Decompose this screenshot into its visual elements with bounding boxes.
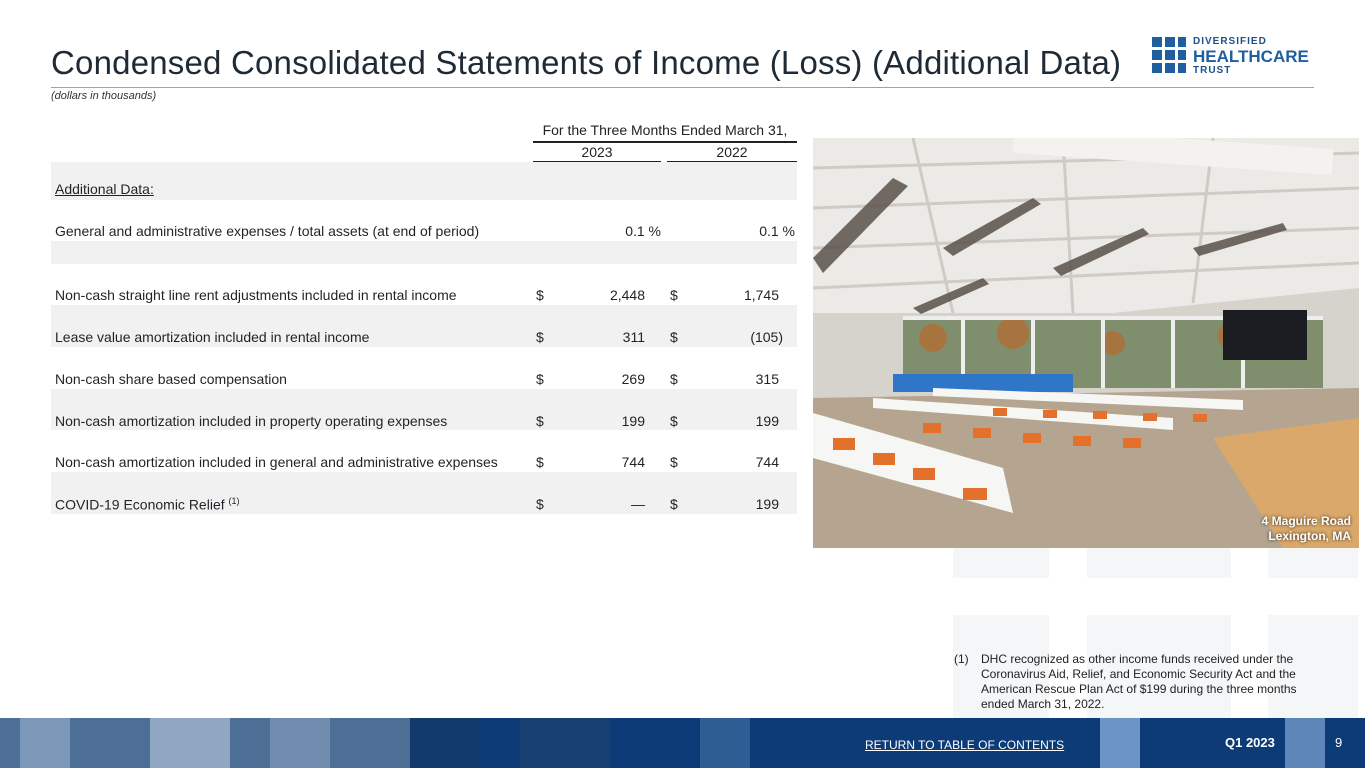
background-panel xyxy=(1087,548,1231,578)
currency-symbol: $ xyxy=(670,371,678,387)
table-row xyxy=(51,264,797,305)
currency-symbol: $ xyxy=(536,413,544,429)
logo-line-2: HEALTHCARE xyxy=(1193,47,1309,66)
page-subtitle: (dollars in thousands) xyxy=(51,90,157,102)
value-2022: 315 xyxy=(755,371,779,387)
photo-caption-line-2: Lexington, MA xyxy=(1268,529,1351,543)
value-2023: 2,448 xyxy=(609,287,645,303)
row-label: Non-cash share based compensation xyxy=(55,371,287,387)
value-2023: 0.1 % xyxy=(625,223,661,239)
table-row xyxy=(51,389,797,430)
classroom-illustration xyxy=(813,138,1359,548)
footer-image-segment xyxy=(270,718,330,768)
value-2023: 199 xyxy=(621,413,645,429)
value-2023: — xyxy=(631,496,645,512)
photo-caption xyxy=(1262,514,1351,544)
currency-symbol: $ xyxy=(536,371,544,387)
footer-image-segment xyxy=(410,718,480,768)
photo-caption-line-1: 4 Maguire Road xyxy=(1261,514,1351,528)
footer-image-segment xyxy=(1285,718,1325,768)
value-2022: (105) xyxy=(750,329,783,345)
value-2022: 744 xyxy=(755,454,779,470)
row-label-text: COVID-19 Economic Relief xyxy=(55,496,225,513)
footnote-number: (1) xyxy=(954,652,969,666)
logo-wordmark xyxy=(1193,37,1309,76)
table-row xyxy=(51,430,797,472)
currency-symbol: $ xyxy=(670,413,678,429)
currency-symbol: $ xyxy=(536,496,544,512)
table-row xyxy=(51,305,797,347)
table-row xyxy=(51,347,797,389)
currency-symbol: $ xyxy=(670,329,678,345)
period-header-rule xyxy=(533,141,797,143)
footnote-text: DHC recognized as other income funds received under the Coronavirus Aid, Relief, and Economic Security Act and the American Rescue Plan Act of $199 during the three months ended March 31, 2022. xyxy=(981,652,1297,711)
logo-line-3: TRUST xyxy=(1193,65,1232,76)
value-2022: 0.1 % xyxy=(759,223,795,239)
company-logo xyxy=(1152,37,1317,75)
row-label: General and administrative expenses / total assets (at end of period) xyxy=(55,223,480,239)
page-title: Condensed Consolidated Statements of Income (Loss) (Additional Data) xyxy=(51,44,1122,81)
property-photo xyxy=(813,138,1359,548)
value-2023: 311 xyxy=(622,329,645,345)
background-panel xyxy=(1268,548,1358,578)
value-2023: 269 xyxy=(621,371,645,387)
footer-image-segment xyxy=(150,718,230,768)
section-row xyxy=(51,162,797,200)
footer-image-segment xyxy=(520,718,610,768)
return-to-toc-link[interactable]: RETURN TO TABLE OF CONTENTS xyxy=(865,738,1065,752)
year-header-2022: 2022 xyxy=(716,144,748,160)
footnote-marker: (1) xyxy=(228,496,240,506)
currency-symbol: $ xyxy=(670,287,678,303)
footer-image-segment xyxy=(1100,718,1140,768)
row-label: Non-cash amortization included in property operating expenses xyxy=(55,413,448,429)
row-label: Non-cash straight line rent adjustments included in rental income xyxy=(55,287,457,303)
table-row xyxy=(51,472,797,514)
footer-quarter: Q1 2023 xyxy=(1225,735,1275,750)
currency-symbol: $ xyxy=(536,454,544,470)
logo-mark-icon xyxy=(1152,37,1188,73)
section-label: Additional Data: xyxy=(55,181,154,197)
footer-image-segment xyxy=(700,718,750,768)
currency-symbol: $ xyxy=(536,287,544,303)
period-header: For the Three Months Ended March 31, xyxy=(542,122,788,138)
year-header-2023: 2023 xyxy=(581,144,613,160)
value-2022: 199 xyxy=(755,413,779,429)
table-row xyxy=(51,200,797,241)
row-label: Non-cash amortization included in general and administrative expenses xyxy=(55,454,498,470)
page-number: 9 xyxy=(1335,735,1343,750)
currency-symbol: $ xyxy=(670,454,678,470)
logo-line-1: DIVERSIFIED xyxy=(1193,36,1267,47)
footer-bar xyxy=(0,718,1365,768)
spacer-row xyxy=(51,241,797,264)
currency-symbol: $ xyxy=(536,329,544,345)
footer-image-segment xyxy=(20,718,70,768)
currency-symbol: $ xyxy=(670,496,678,512)
background-panel xyxy=(953,548,1049,578)
title-divider xyxy=(51,87,1314,88)
row-label: Lease value amortization included in rental income xyxy=(55,329,370,345)
value-2022: 1,745 xyxy=(743,287,779,303)
value-2023: 744 xyxy=(621,454,645,470)
value-2022: 199 xyxy=(755,496,779,512)
row-label xyxy=(55,496,240,513)
